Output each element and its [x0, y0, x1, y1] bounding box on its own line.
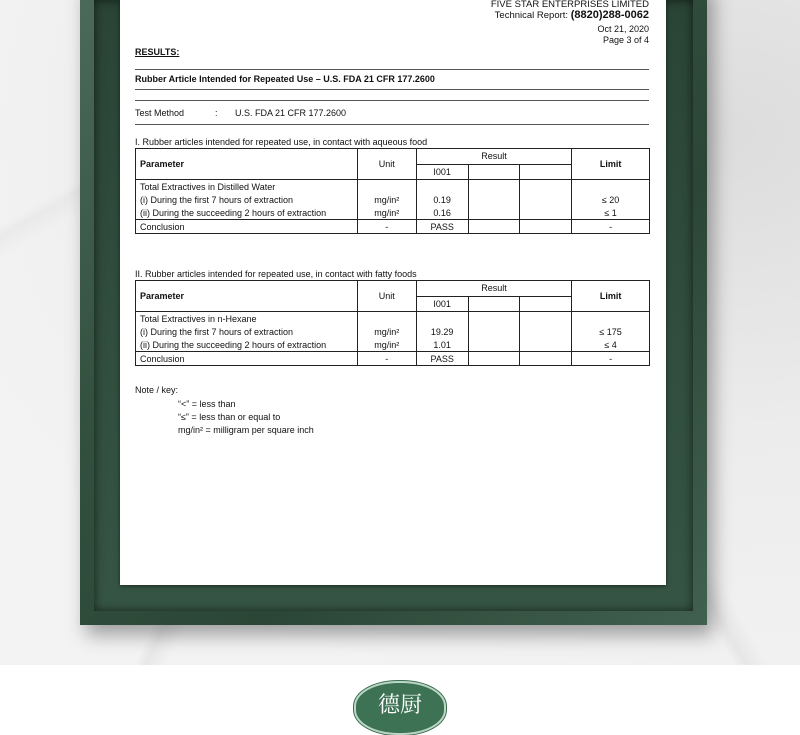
row-unit: mg/in² [357, 338, 416, 352]
conclusion-label: Conclusion [136, 352, 358, 366]
conclusion-limit: - [572, 352, 650, 366]
test-method-label: Test Method [135, 108, 185, 118]
empty-cell [520, 296, 572, 312]
row-unit: mg/in² [357, 193, 416, 206]
row-parameter: (i) During the first 7 hours of extraction [136, 193, 358, 206]
header-sample-id: I001 [416, 296, 468, 312]
empty-cell [468, 296, 520, 312]
results-heading: RESULTS: [135, 47, 180, 57]
divider [135, 100, 649, 101]
divider [135, 124, 649, 125]
section1-table [135, 148, 650, 234]
row-unit: mg/in² [357, 206, 416, 220]
conclusion-unit: - [357, 352, 416, 366]
header-sample-id: I001 [416, 164, 468, 180]
section2-title: II. Rubber articles intended for repeated use, in contact with fatty foods [135, 269, 417, 279]
header-limit: Limit [572, 281, 650, 312]
row-limit: ≤ 4 [572, 338, 650, 352]
empty-cell [520, 164, 572, 180]
group-label: Total Extractives in n-Hexane [136, 312, 358, 326]
conclusion-unit: - [357, 220, 416, 234]
header-limit: Limit [572, 149, 650, 180]
test-method-colon: : [215, 108, 218, 118]
report-date: Oct 21, 2020 [597, 24, 649, 34]
conclusion-limit: - [572, 220, 650, 234]
test-method-value: U.S. FDA 21 CFR 177.2600 [235, 108, 347, 118]
note-item: mg/in² = milligram per square inch [178, 425, 314, 435]
section2-table [135, 280, 650, 366]
section1-title: I. Rubber articles intended for repeated use, in contact with aqueous food [135, 137, 428, 147]
conclusion-result: PASS [416, 220, 468, 234]
divider [135, 89, 649, 90]
note-item: “<” = less than [178, 399, 236, 409]
conclusion-row [136, 352, 650, 366]
row-limit: ≤ 175 [572, 325, 650, 338]
header-result: Result [416, 149, 571, 165]
table-row [136, 325, 650, 338]
report-number-line [420, 10, 649, 21]
conclusion-label: Conclusion [136, 220, 358, 234]
header-result: Result [416, 281, 571, 297]
report-label: Technical Report: [494, 10, 569, 21]
notes-heading: Note / key: [135, 385, 179, 395]
row-result: 1.01 [416, 338, 468, 352]
header-parameter: Parameter [136, 281, 358, 312]
divider [135, 69, 649, 70]
empty-cell [468, 164, 520, 180]
header-unit: Unit [357, 281, 416, 312]
report-document [120, 0, 666, 585]
company-name: FIVE STAR ENTERPRISES LIMITED [490, 0, 649, 10]
conclusion-result: PASS [416, 352, 468, 366]
table-row [136, 338, 650, 352]
table-row [136, 193, 650, 206]
header-unit: Unit [357, 149, 416, 180]
conclusion-row [136, 220, 650, 234]
row-result: 0.16 [416, 206, 468, 220]
brand-logo: 德厨 [354, 681, 446, 735]
row-unit: mg/in² [357, 325, 416, 338]
article-title: Rubber Article Intended for Repeated Use – U.S. FDA 21 CFR 177.2600 [135, 74, 435, 84]
row-parameter: (ii) During the succeeding 2 hours of extraction [136, 206, 358, 220]
row-limit: ≤ 20 [572, 193, 650, 206]
table-row [136, 206, 650, 220]
group-label: Total Extractives in Distilled Water [136, 180, 358, 194]
row-result: 19.29 [416, 325, 468, 338]
row-limit: ≤ 1 [572, 206, 650, 220]
row-parameter: (ii) During the succeeding 2 hours of extraction [136, 338, 358, 352]
page-indicator: Page 3 of 4 [602, 35, 649, 45]
row-result: 0.19 [416, 193, 468, 206]
header-parameter: Parameter [136, 149, 358, 180]
note-item: “≤” = less than or equal to [178, 412, 281, 422]
row-parameter: (i) During the first 7 hours of extraction [136, 325, 358, 338]
report-number: (8820)288-0062 [570, 9, 649, 21]
